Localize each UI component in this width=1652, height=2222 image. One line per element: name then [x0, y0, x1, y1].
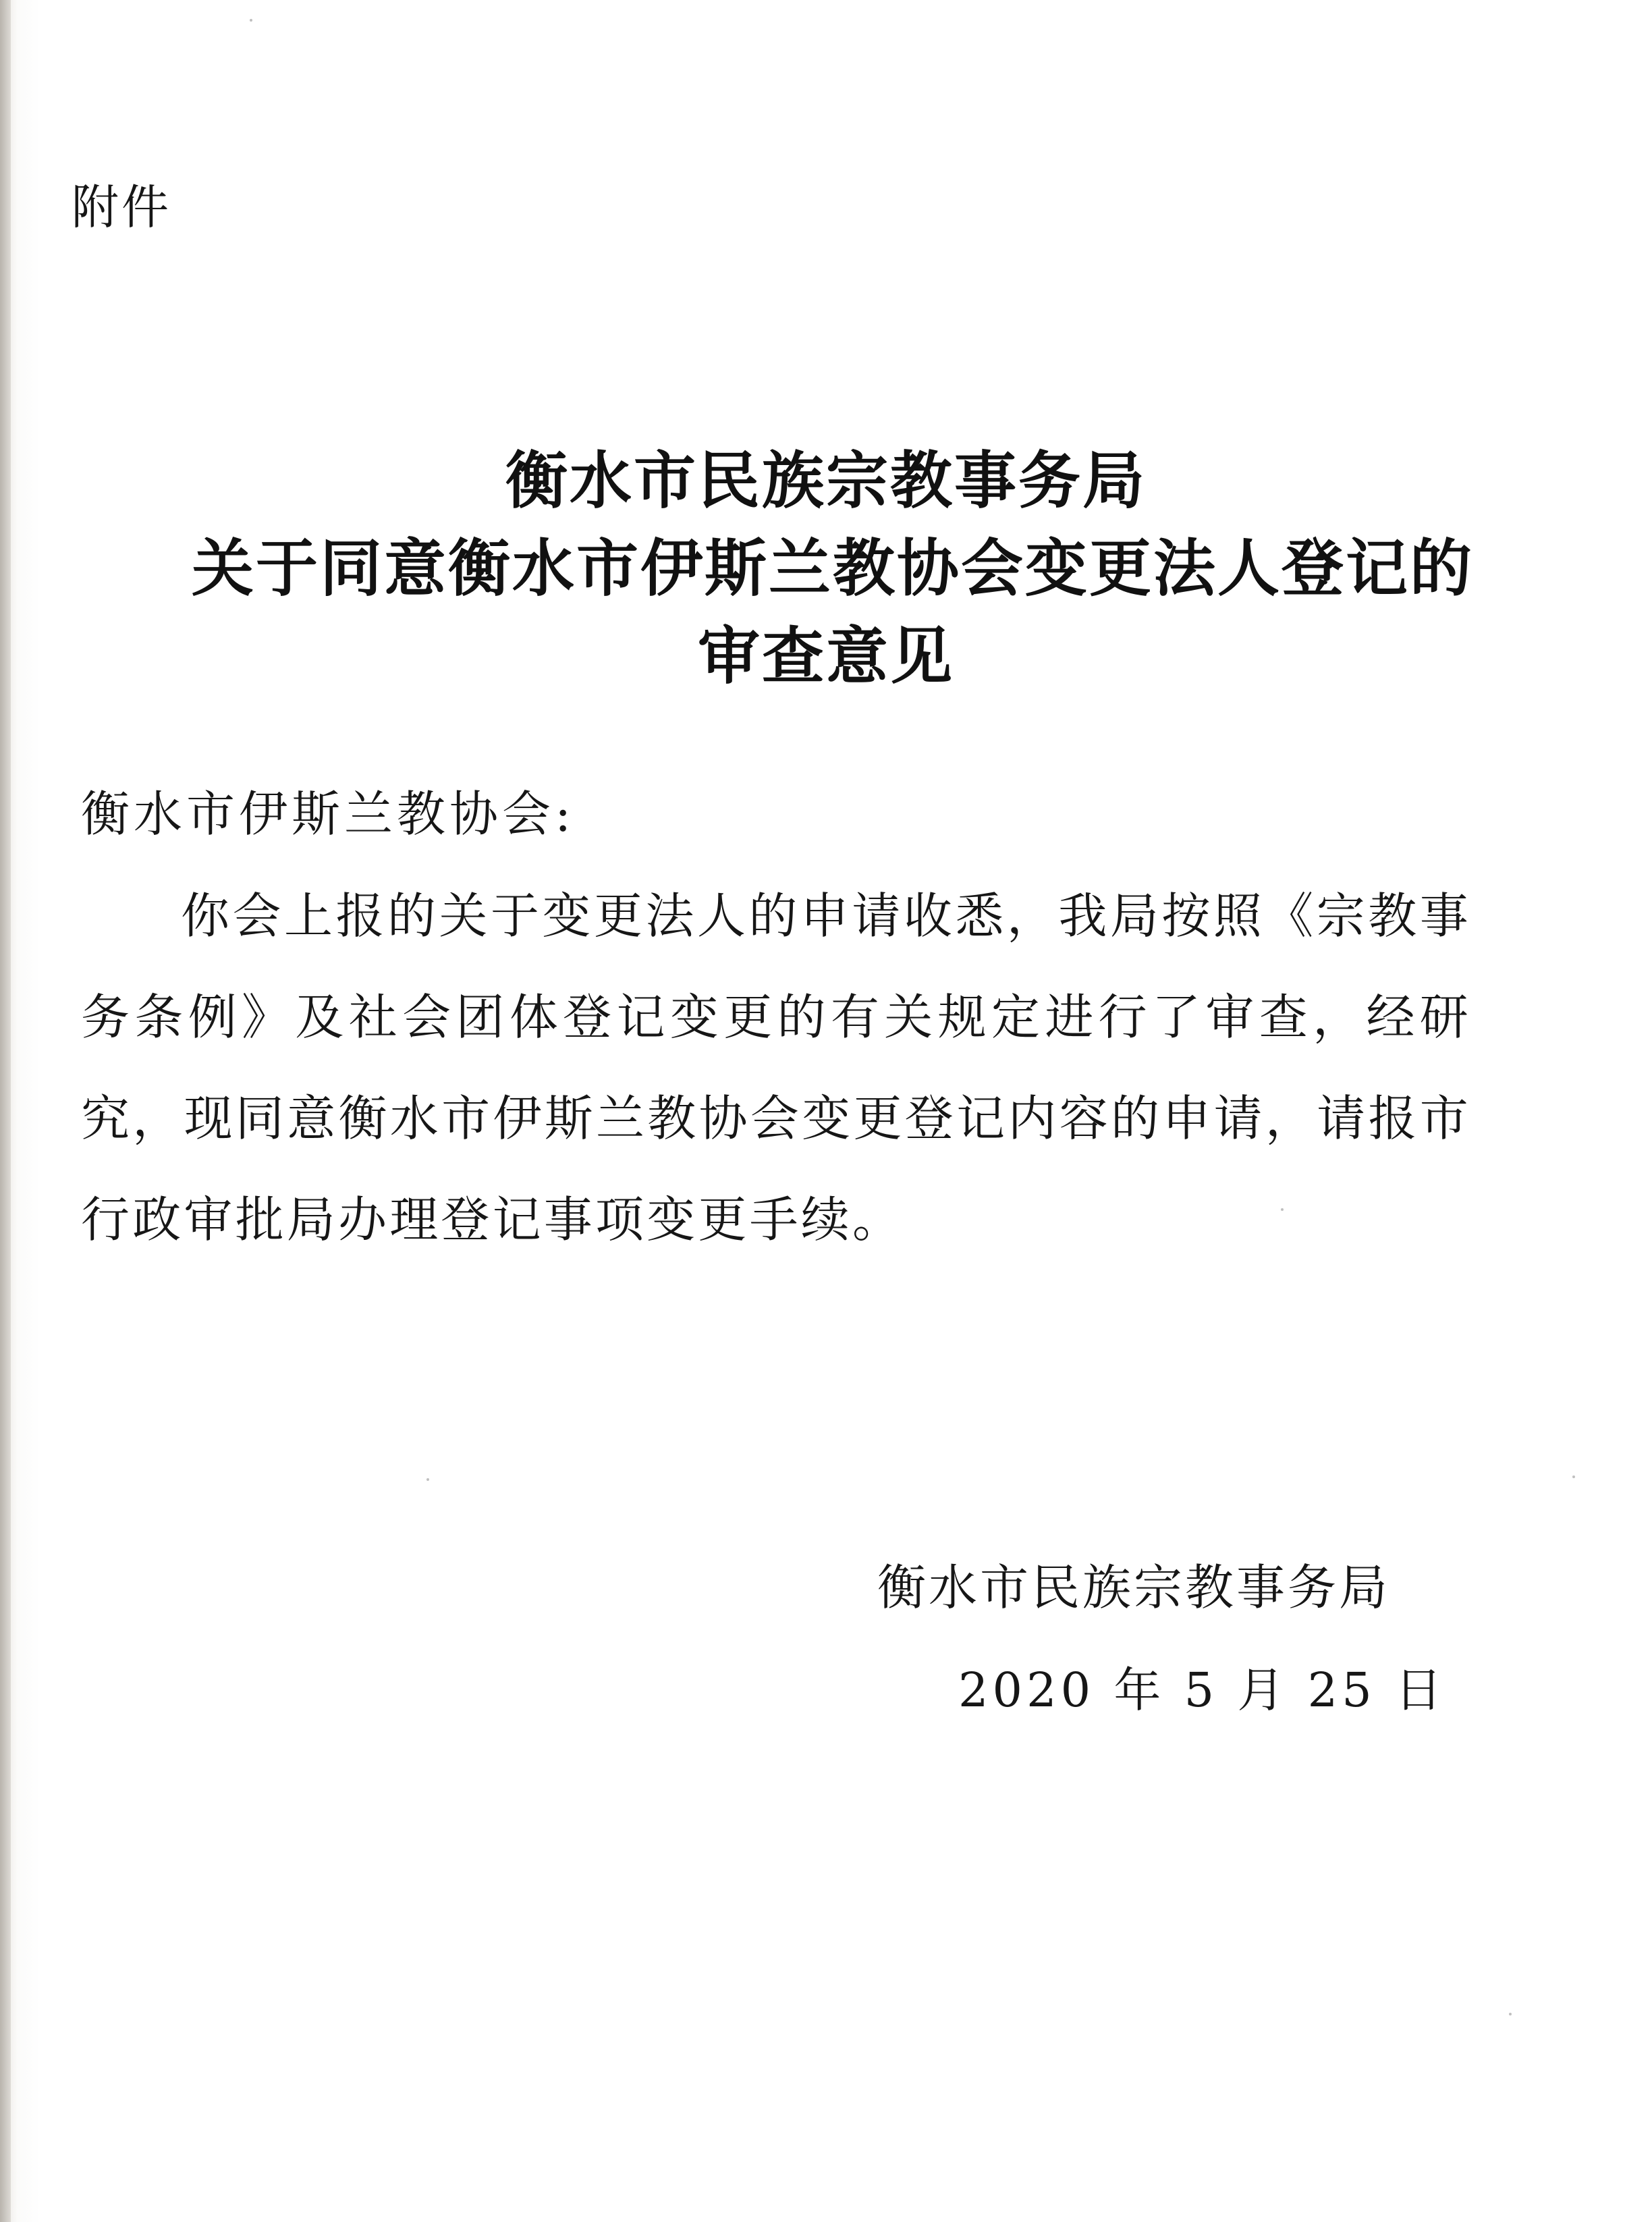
title-line-1: 衡水市民族宗教事务局: [505, 445, 1147, 517]
body-paragraph: 你会上报的关于变更法人的申请收悉，我局按照《宗教事务条例》及社会团体登记变更的有关规定进行了审查，经研究，现同意衡水市伊斯兰教协会变更登记内容的申请，请报市行政审批局办理登记事项变更手续。: [81, 888, 1471, 1248]
title-line-2: 关于同意衡水市伊斯兰教协会变更法人登记的: [191, 533, 1474, 605]
signature-date: 2020 年 5 月 25 日: [958, 1662, 1447, 1718]
scan-speck: [1509, 2013, 1512, 2015]
page-left-edge-shadow: [0, 0, 11, 2222]
signature-organization: 衡水市民族宗教事务局: [877, 1559, 1391, 1616]
salutation: 衡水市伊斯兰教协会:: [81, 786, 576, 842]
attachment-label: 附件: [72, 180, 171, 235]
scan-speck: [1572, 1475, 1575, 1478]
scan-speck: [426, 1478, 429, 1481]
title-line-3: 审查意见: [697, 620, 954, 693]
scan-speck: [250, 19, 252, 22]
document-title: [0, 437, 1652, 701]
